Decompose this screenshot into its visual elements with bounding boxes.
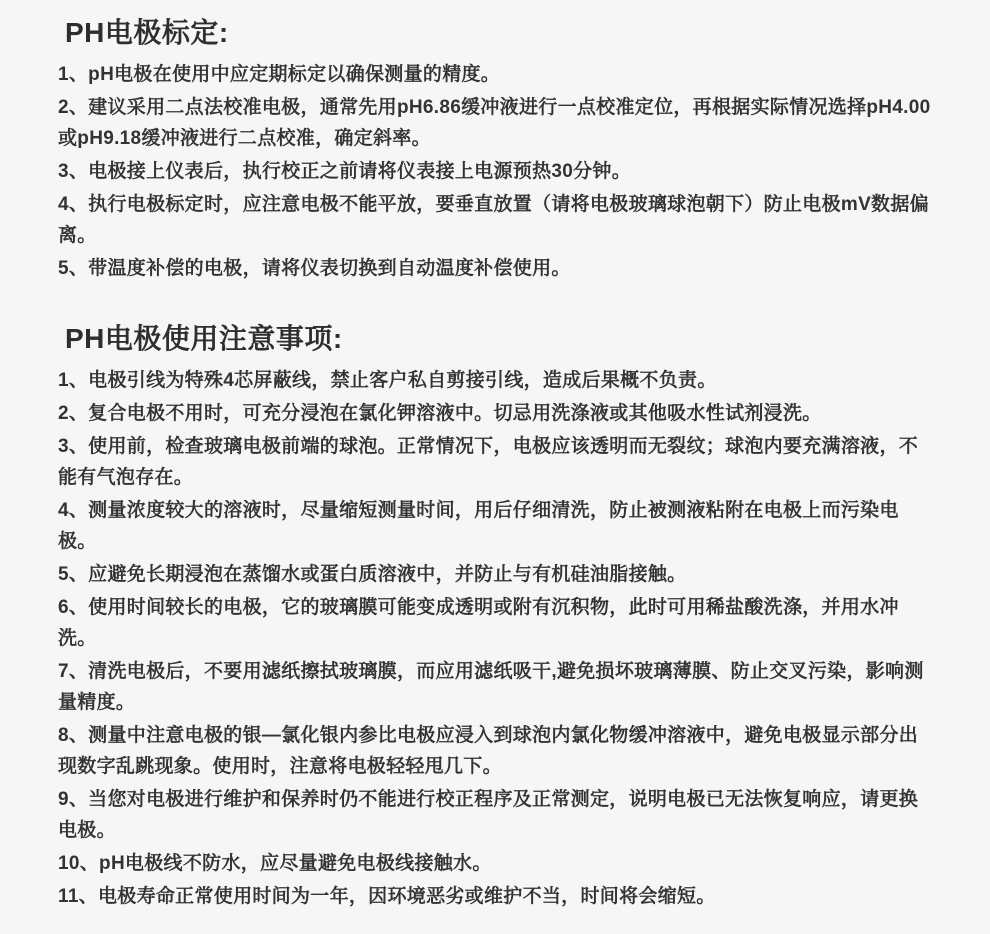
section-ph-electrode-calibration — [58, 14, 935, 284]
list-item: 1、电极引线为特殊4芯屏蔽线，禁止客户私自剪接引线，造成后果概不负责。 — [58, 370, 717, 391]
list-item: 2、建议采用二点法校准电极，通常先用pH6.86缓冲液进行一点校准定位，再根据实际情况选择pH4.00或pH9.18缓冲液进行二点校准，确定斜率。 — [58, 97, 931, 149]
list-item: 4、测量浓度较大的溶液时，尽量缩短测量时间，用后仔细清洗，防止被测液粘附在电极上而污染电极。 — [58, 500, 899, 552]
calibration-item-list — [58, 59, 935, 284]
list-item: 8、测量中注意电极的银—氯化银内参比电极应浸入到球泡内氯化物缓冲溶液中，避免电极显示部分出现数字乱跳现象。使用时，注意将电极轻轻甩几下。 — [58, 725, 919, 777]
list-item: 2、复合电极不用时，可充分浸泡在氯化钾溶液中。切忌用洗涤液或其他吸水性试剂浸洗。 — [58, 403, 822, 424]
section-title-precautions: PH电极使用注意事项: — [65, 323, 343, 354]
section-ph-electrode-precautions — [58, 320, 935, 912]
list-item: 1、pH电极在使用中应定期标定以确保测量的精度。 — [58, 64, 501, 85]
list-item: 3、使用前，检查玻璃电极前端的球泡。正常情况下，电极应该透明而无裂纹；球泡内要充满溶液，不能有气泡存在。 — [58, 436, 919, 488]
list-item: 4、执行电极标定时，应注意电极不能平放，要垂直放置（请将电极玻璃球泡朝下）防止电极mV数据偏离。 — [58, 194, 929, 246]
list-item: 5、带温度补偿的电极，请将仪表切换到自动温度补偿使用。 — [58, 258, 571, 279]
section-title-calibration: PH电极标定: — [65, 17, 229, 48]
list-item: 5、应避免长期浸泡在蒸馏水或蛋白质溶液中，并防止与有机硅油脂接触。 — [58, 564, 687, 585]
list-item: 6、使用时间较长的电极，它的玻璃膜可能变成透明或附有沉积物，此时可用稀盐酸洗涤，并用水冲洗。 — [58, 597, 899, 649]
list-item: 9、当您对电极进行维护和保养时仍不能进行校正程序及正常测定，说明电极已无法恢复响应，请更换电极。 — [58, 789, 919, 841]
list-item: 7、清洗电极后，不要用滤纸擦拭玻璃膜，而应用滤纸吸干,避免损坏玻璃薄膜、防止交叉污染，影响测量精度。 — [58, 661, 924, 713]
precautions-item-list — [58, 365, 935, 912]
list-item: 11、电极寿命正常使用时间为一年，因环境恶劣或维护不当，时间将会缩短。 — [58, 886, 716, 907]
list-item: 10、pH电极线不防水，应尽量避免电极线接触水。 — [58, 853, 492, 874]
list-item: 3、电极接上仪表后，执行校正之前请将仪表接上电源预热30分钟。 — [58, 161, 632, 182]
